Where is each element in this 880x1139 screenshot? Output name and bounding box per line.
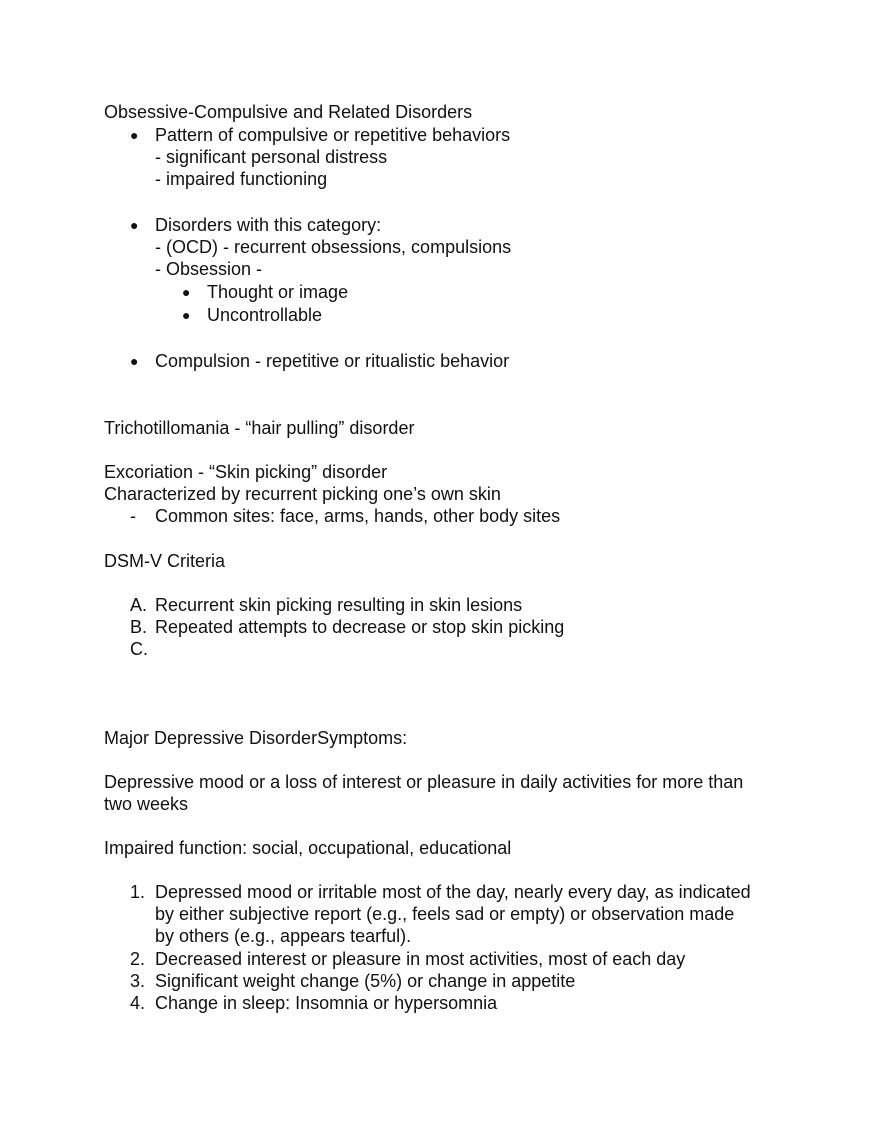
mdd-marker-2: 2. — [130, 949, 146, 969]
dsm-marker-b: B. — [130, 617, 148, 637]
dash-marker: - — [130, 506, 136, 526]
mdd-marker-1: 1. — [130, 882, 146, 902]
bullet-icon: ● — [130, 353, 139, 369]
bullet-icon: ● — [182, 284, 191, 300]
ocd-nested-bullet-2: Uncontrollable — [207, 305, 323, 325]
trichotillomania-line: Trichotillomania - “hair pulling” disorder — [104, 418, 415, 438]
mdd-item-2: Decreased interest or pleasure in most activities, most of each day — [155, 949, 686, 969]
mdd-marker-3: 3. — [130, 971, 146, 991]
mdd-item-1: Depressed mood or irritable most of the day, nearly every day, as indicated by either subjective report (e.g., feels sad or empty) or observation made by others (e.g., appears tearful). — [155, 882, 751, 946]
ocd-bullet-1: Pattern of compulsive or repetitive behaviors — [155, 125, 511, 145]
ocd-bullet-2-sub-2: - Obsession - — [155, 259, 263, 279]
dsm-item-b: Repeated attempts to decrease or stop skin picking — [155, 617, 565, 637]
mdd-paragraph-2: Impaired function: social, occupational, educational — [104, 838, 512, 858]
dsm-marker-a: A. — [130, 595, 148, 615]
bullet-icon: ● — [130, 127, 139, 143]
dsm-item-a: Recurrent skin picking resulting in skin lesions — [155, 595, 523, 615]
mdd-item-3: Significant weight change (5%) or change in appetite — [155, 971, 576, 991]
bullet-icon: ● — [130, 217, 139, 233]
mdd-paragraph-1: Depressive mood or a loss of interest or pleasure in daily activities for more than two weeks — [104, 772, 744, 814]
ocd-nested-bullet-1: Thought or image — [207, 282, 349, 302]
ocd-bullet-1-sub-2: - impaired functioning — [155, 169, 328, 189]
excoriation-list-item: Common sites: face, arms, hands, other body sites — [155, 506, 561, 526]
dsm-marker-c: C. — [130, 639, 148, 659]
ocd-bullet-3: Compulsion - repetitive or ritualistic behavior — [155, 351, 510, 371]
mdd-marker-4: 4. — [130, 993, 146, 1013]
mdd-item-4: Change in sleep: Insomnia or hypersomnia — [155, 993, 498, 1013]
ocd-bullet-2: Disorders with this category: — [155, 215, 382, 235]
mdd-heading: Major Depressive DisorderSymptoms: — [104, 728, 408, 748]
excoriation-line-2: Characterized by recurrent picking one’s own skin — [104, 484, 501, 504]
ocd-heading: Obsessive-Compulsive and Related Disorders — [104, 102, 473, 122]
excoriation-line-1: Excoriation - “Skin picking” disorder — [104, 462, 388, 482]
ocd-bullet-2-sub-1: - (OCD) - recurrent obsessions, compulsions — [155, 237, 512, 257]
dsm-heading: DSM-V Criteria — [104, 551, 226, 571]
ocd-bullet-1-sub-1: - significant personal distress — [155, 147, 388, 167]
bullet-icon: ● — [182, 307, 191, 323]
